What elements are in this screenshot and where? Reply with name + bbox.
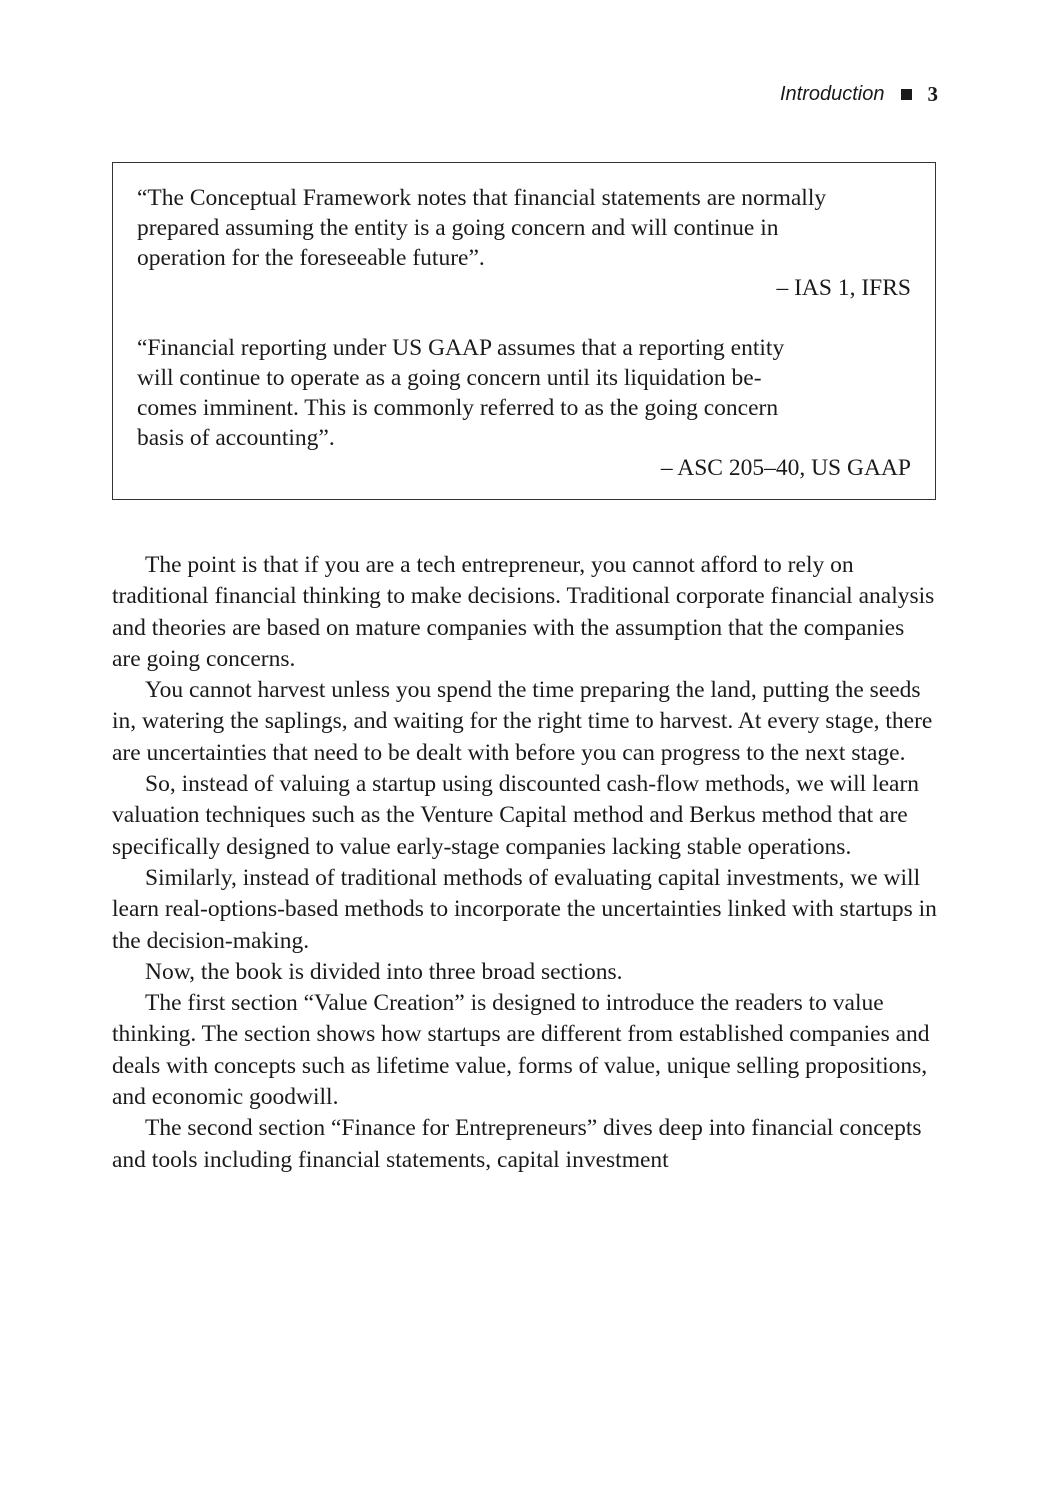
body-text [112,550,938,1176]
quote-ias [137,183,911,303]
quote-spacer [137,303,911,333]
paragraph: You cannot harvest unless you spend the time preparing the land, putting the seeds in, watering the saplings, and waiting for the right time to harvest. At every stage, there are uncertainties that need to be dealt with before you can progress to the next stage. [112,677,933,766]
quote-line: operation for the foreseeable future”. [137,245,485,271]
paragraph: The second section “Finance for Entrepreneurs” dives deep into financial concepts and tools including financial statements, capital investment [112,1115,922,1173]
paragraph: The point is that if you are a tech entrepreneur, you cannot afford to rely on traditional financial thinking to make decisions. Traditional corporate financial analysis and theories are based on mature companies with the assumption that the companies are going concerns. [112,552,935,672]
section-title: Introduction [779,82,885,105]
square-bullet-icon [901,89,912,100]
quote-line: prepared assuming the entity is a going concern and will continue in [137,215,779,241]
paragraph: So, instead of valuing a startup using discounted cash-flow methods, we will learn valuation techniques such as the Venture Capital method and Berkus method that are specifically designed to value early-stage companies lacking stable operations. [112,771,920,860]
paragraph: Similarly, instead of traditional methods of evaluating capital investments, we will learn real-options-based methods to incorporate the uncertainties linked with startups in the decision-making. [112,864,937,954]
quote-line: basis of accounting”. [137,425,335,451]
quote-gaap [137,333,911,483]
quote-source: – IAS 1, IFRS [776,275,911,301]
quote-line: will continue to operate as a going concern until its liquidation be- [137,365,762,391]
quote-source: – ASC 205–40, US GAAP [660,455,911,481]
page-number: 3 [927,81,938,106]
quote-box [112,162,936,500]
quote-line: comes imminent. This is commonly referred to as the going concern [137,395,779,421]
quote-line: “Financial reporting under US GAAP assumes that a reporting entity [137,335,785,361]
quote-line: “The Conceptual Framework notes that financial statements are normally [137,185,827,211]
paragraph: The first section “Value Creation” is designed to introduce the readers to value thinking. The section shows how startups are different from established companies and deals with concepts such as lifetime value, forms of value, unique selling propositions, and economic goodwill. [112,990,930,1111]
paragraph: Now, the book is divided into three broad sections. [145,958,623,985]
running-head [780,80,938,108]
